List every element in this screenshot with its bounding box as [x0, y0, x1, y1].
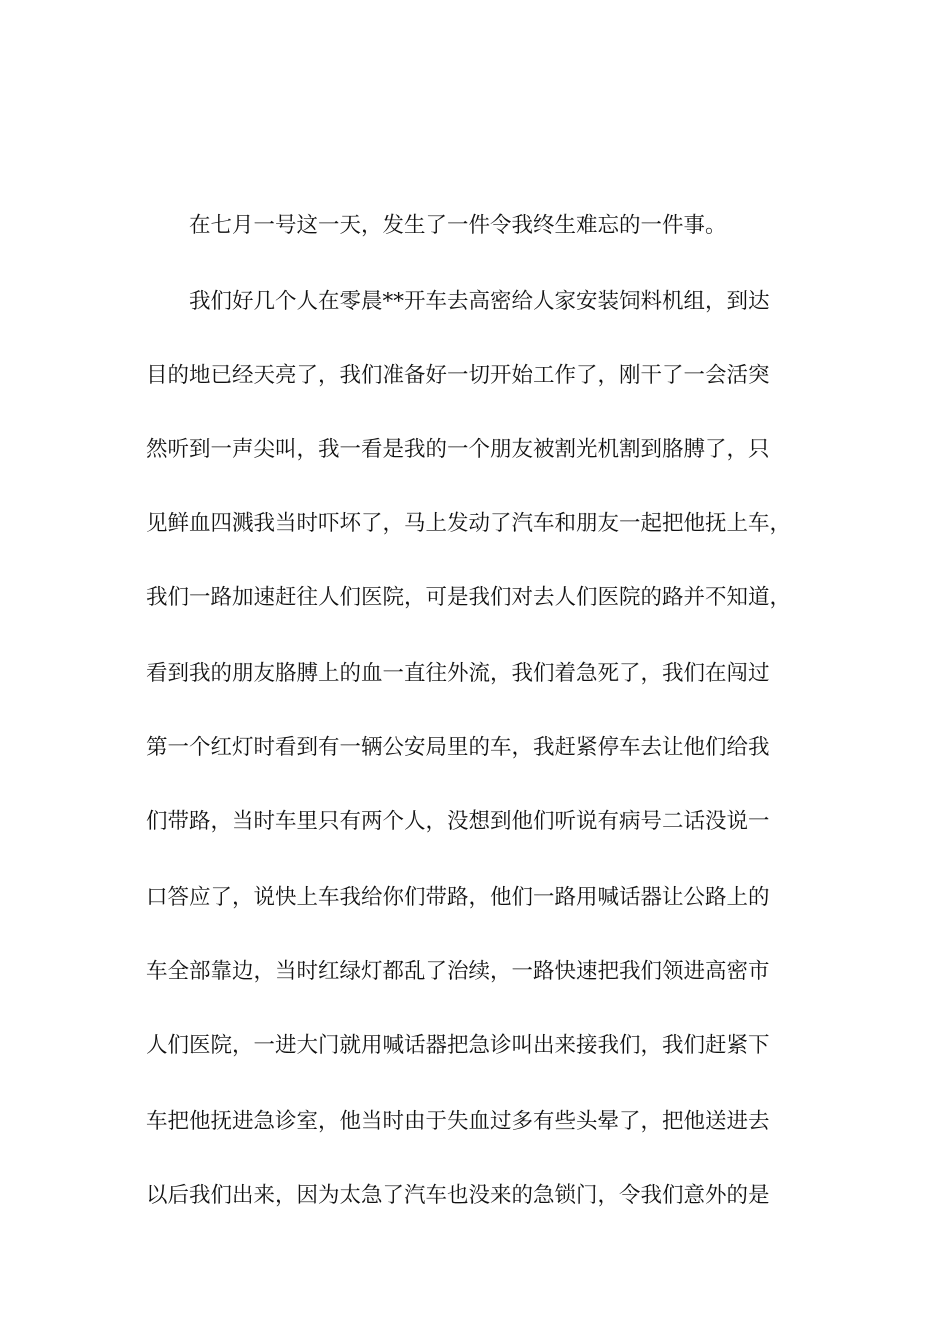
text-line-8: 第一个红灯时看到有一辆公安局里的车，我赶紧停车去让他们给我 [146, 735, 770, 760]
text-line-2: 我们好几个人在零晨**开车去高密给人家安装饲料机组，到达 [189, 289, 770, 314]
text-line-13: 车把他抚进急诊室，他当时由于失血过多有些头晕了，把他送进去 [146, 1109, 770, 1134]
text-line-14: 以后我们出来，因为太急了汽车也没来的急锁门，令我们意外的是 [146, 1183, 770, 1208]
text-line-1: 在七月一号这一天，发生了一件令我终生难忘的一件事。 [189, 213, 727, 238]
text-line-12: 人们医院，一进大门就用喊话器把急诊叫出来接我们，我们赶紧下 [146, 1033, 770, 1058]
text-line-3: 目的地已经天亮了，我们准备好一切开始工作了，刚干了一会活突 [146, 363, 770, 388]
text-line-9: 们带路，当时车里只有两个人，没想到他们听说有病号二话没说一 [146, 809, 770, 834]
text-line-7: 看到我的朋友胳膊上的血一直往外流，我们着急死了，我们在闯过 [146, 661, 770, 686]
text-line-11: 车全部靠边，当时红绿灯都乱了治续，一路快速把我们领进高密市 [146, 959, 770, 984]
text-line-6: 我们一路加速赶往人们医院，可是我们对去人们医院的路并不知道， [146, 585, 792, 610]
text-line-4: 然听到一声尖叫，我一看是我的一个朋友被割光机割到胳膊了，只 [146, 437, 770, 462]
text-line-5: 见鲜血四溅我当时吓坏了，马上发动了汽车和朋友一起把他抚上车， [146, 511, 792, 536]
text-line-10: 口答应了，说快上车我给你们带路，他们一路用喊话器让公路上的 [146, 885, 770, 910]
